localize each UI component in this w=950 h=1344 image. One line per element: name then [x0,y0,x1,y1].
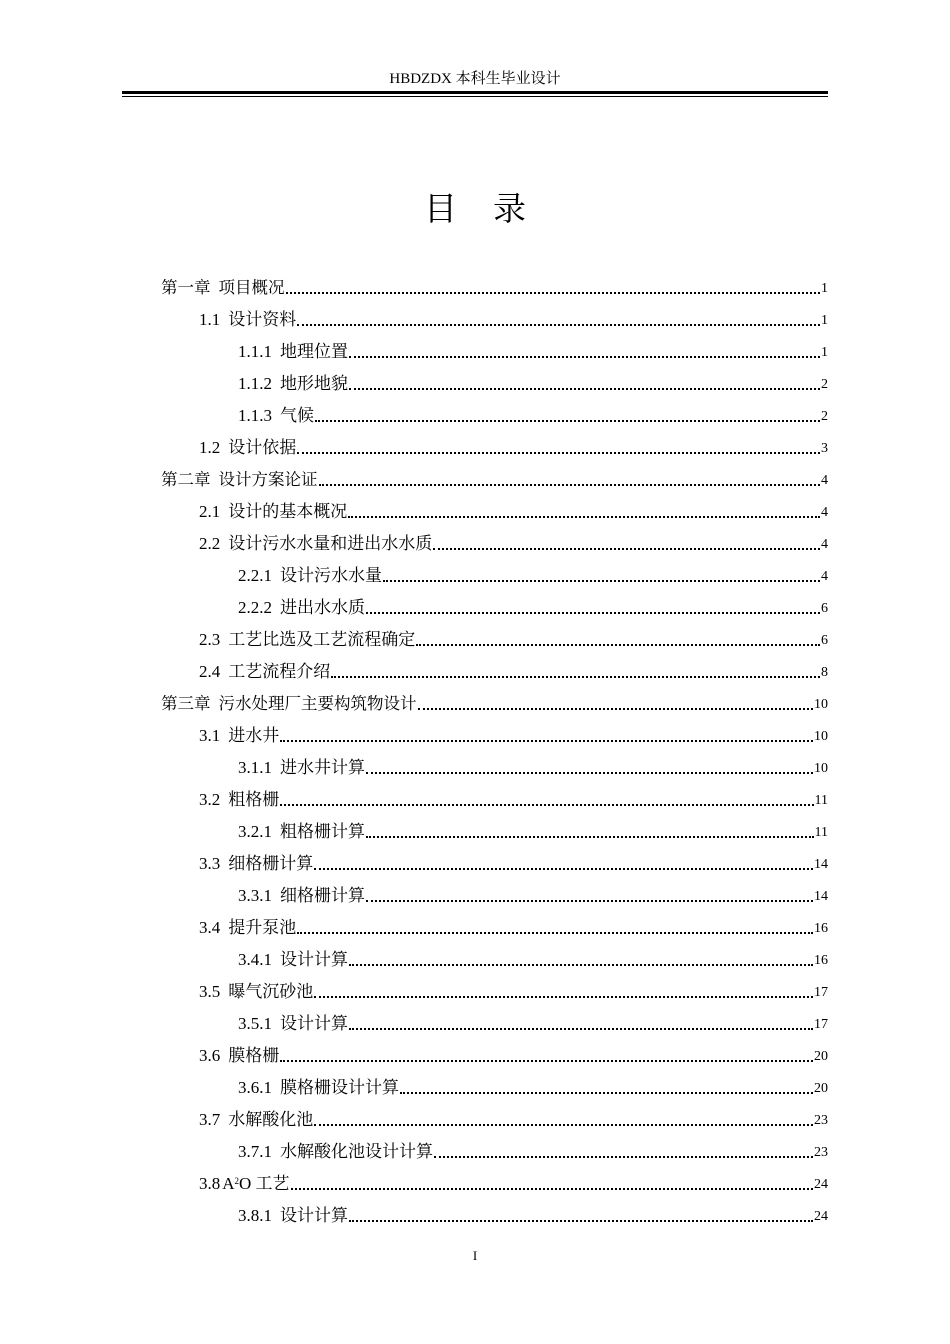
toc-entry-text: 细格栅计算 [280,886,365,905]
toc-entry-text: 设计计算 [280,950,348,969]
toc-entry-page: 4 [821,505,828,520]
toc-dot-leader [319,484,821,486]
table-of-contents [0,268,950,1228]
toc-entry-text: 水解酸化池设计计算 [280,1142,433,1161]
toc-entry[interactable] [0,332,950,364]
toc-entry-number: 2.4 [199,662,221,681]
toc-dot-leader [366,836,814,838]
toc-entry-superscript: 2 [234,1176,240,1186]
toc-entry-label [238,341,348,364]
toc-entry-number: 1.1.1 [238,342,272,361]
toc-entry-text: 设计计算 [280,1014,348,1033]
toc-entry-label [238,757,365,780]
toc-entry[interactable] [0,940,950,972]
toc-entry-text: 地理位置 [280,342,348,361]
toc-entry-label [199,1109,313,1132]
toc-entry[interactable] [0,1132,950,1164]
toc-entry-page: 4 [821,569,828,584]
toc-entry[interactable] [0,1036,950,1068]
toc-entry-text: 设计污水水量和进出水水质 [228,534,433,553]
toc-entry-label [199,661,330,684]
toc-entry-text: 提升泵池 [228,918,297,937]
toc-entry-text-part: O 工艺 [239,1174,290,1193]
toc-entry-page: 23 [814,1113,828,1128]
toc-entry-label [238,565,382,588]
toc-entry[interactable] [0,908,950,940]
toc-entry-page: 16 [814,921,828,936]
toc-dot-leader [416,644,820,646]
toc-entry-page: 20 [814,1081,828,1096]
toc-entry-label [199,725,279,748]
toc-dot-leader [433,548,820,550]
toc-entry-page: 10 [814,729,828,744]
toc-dot-leader [286,292,821,294]
toc-dot-leader [314,868,813,870]
toc-entry-page: 1 [821,313,828,328]
toc-dot-leader [297,932,813,934]
toc-entry-label [199,981,313,1004]
toc-entry-page: 1 [821,345,828,360]
toc-entry[interactable] [0,716,950,748]
toc-dot-leader [314,996,813,998]
toc-entry-label [199,853,313,876]
toc-entry-text: 设计计算 [280,1206,348,1225]
toc-entry-number: 2.2.2 [238,598,272,617]
toc-entry-text [222,1174,289,1193]
toc-entry-text: 气候 [280,406,314,425]
toc-entry-number: 第一章 [161,278,211,297]
toc-entry[interactable] [0,492,950,524]
toc-entry-number: 3.8.1 [238,1206,272,1225]
toc-dot-leader [349,964,813,966]
toc-dot-leader [280,740,813,742]
toc-entry-number: 3.1.1 [238,758,272,777]
toc-entry-text-part: A [222,1174,235,1193]
toc-entry-page: 1 [821,281,828,296]
toc-entry-text: 膜格栅设计计算 [280,1078,399,1097]
toc-entry[interactable] [0,780,950,812]
toc-entry-label [199,309,296,332]
toc-entry-number: 3.4.1 [238,950,272,969]
toc-entry-text: 工艺比选及工艺流程确定 [228,630,416,649]
header-rule-thin [122,96,828,97]
toc-entry-number: 1.1.3 [238,406,272,425]
toc-entry-page: 20 [814,1049,828,1064]
toc-entry-page: 24 [814,1177,828,1192]
toc-entry-number: 1.1 [199,310,221,329]
toc-entry-number: 3.7 [199,1110,221,1129]
toc-entry-number: 3.4 [199,918,221,937]
toc-entry-number: 3.5 [199,982,221,1001]
toc-entry-page: 4 [821,473,828,488]
toc-entry-label [199,1045,279,1068]
toc-entry-label [238,373,348,396]
page-number: I [472,1248,478,1263]
toc-entry-number: 3.2.1 [238,822,272,841]
toc-entry[interactable] [0,1004,950,1036]
toc-entry[interactable] [0,428,950,460]
toc-entry-number: 3.2 [199,790,221,809]
toc-entry[interactable] [0,524,950,556]
toc-entry-text: 进出水水质 [280,598,365,617]
toc-entry-label [199,629,415,652]
toc-entry-label [199,1173,290,1196]
toc-dot-leader [366,612,820,614]
toc-dot-leader [366,900,813,902]
toc-entry[interactable] [0,684,950,716]
page-header: HBDZDX 本科生毕业设计 [389,71,561,87]
toc-entry[interactable] [0,268,950,300]
toc-entry[interactable] [0,1164,950,1196]
toc-entry-text: 污水处理厂主要构筑物设计 [218,694,417,713]
toc-dot-leader [297,324,820,326]
toc-entry-number: 3.5.1 [238,1014,272,1033]
toc-entry-page: 4 [821,537,828,552]
toc-entry-label [199,501,347,524]
toc-entry[interactable] [0,588,950,620]
toc-entry-text: 项目概况 [218,278,285,297]
toc-dot-leader [400,1092,813,1094]
toc-title: 目录 [424,189,562,228]
toc-dot-leader [349,388,820,390]
toc-entry-text: 设计方案论证 [218,470,318,489]
toc-entry-text: 工艺流程介绍 [228,662,331,681]
toc-entry-page: 24 [814,1209,828,1224]
toc-dot-leader [418,708,814,710]
toc-entry-number: 1.1.2 [238,374,272,393]
toc-entry-page: 11 [814,825,828,840]
toc-entry[interactable] [0,1196,950,1228]
toc-dot-leader [349,1028,813,1030]
toc-entry-page: 23 [814,1145,828,1160]
toc-entry-page: 17 [814,1017,828,1032]
toc-entry[interactable] [0,300,950,332]
toc-entry-page: 10 [814,697,828,712]
toc-dot-leader [315,420,820,422]
toc-entry-text: 膜格栅 [228,1046,280,1065]
toc-entry-page: 2 [821,377,828,392]
toc-entry-number: 3.7.1 [238,1142,272,1161]
toc-entry-label [238,405,314,428]
toc-entry[interactable] [0,972,950,1004]
toc-entry-number: 3.3.1 [238,886,272,905]
toc-entry-number: 第二章 [161,470,211,489]
toc-entry[interactable] [0,556,950,588]
toc-entry-label [199,533,432,556]
toc-entry[interactable] [0,460,950,492]
toc-entry-number: 2.2.1 [238,566,272,585]
toc-entry-text: 进水井计算 [280,758,365,777]
toc-entry[interactable] [0,876,950,908]
toc-entry-label [238,1077,399,1100]
toc-entry-number: 3.6 [199,1046,221,1065]
toc-entry-page: 16 [814,953,828,968]
toc-entry-text: 粗格栅 [228,790,280,809]
toc-dot-leader [280,1060,813,1062]
toc-entry[interactable] [0,1068,950,1100]
toc-entry-number: 3.8 [199,1174,221,1193]
toc-entry-text: 地形地貌 [280,374,348,393]
toc-dot-leader [291,1188,813,1190]
toc-entry-page: 14 [814,889,828,904]
toc-entry-label [161,277,285,300]
toc-dot-leader [297,452,820,454]
toc-entry[interactable] [0,812,950,844]
toc-entry-text: 进水井 [228,726,280,745]
toc-entry-label [238,1013,348,1036]
toc-entry-number: 2.3 [199,630,221,649]
toc-dot-leader [314,1124,813,1126]
toc-entry-number: 3.1 [199,726,221,745]
toc-dot-leader [366,772,813,774]
toc-entry-number: 3.6.1 [238,1078,272,1097]
toc-entry[interactable] [0,748,950,780]
toc-entry-label [238,597,365,620]
header-rule-thick [122,91,828,94]
toc-entry-label [161,693,417,716]
toc-dot-leader [331,676,820,678]
toc-entry-text: 设计污水水量 [280,566,382,585]
toc-entry-page: 8 [821,665,828,680]
toc-dot-leader [280,804,813,806]
toc-entry-label [199,917,296,940]
toc-entry-label [238,1205,348,1228]
toc-entry-label [238,821,365,844]
toc-dot-leader [383,580,820,582]
toc-entry-text: 设计资料 [228,310,297,329]
toc-entry-text: 细格栅计算 [228,854,314,873]
toc-entry[interactable] [0,1100,950,1132]
toc-entry-text: 曝气沉砂池 [228,982,314,1001]
toc-entry-page: 14 [814,857,828,872]
toc-dot-leader [349,356,820,358]
toc-entry-number: 2.2 [199,534,221,553]
toc-entry-page: 6 [821,601,828,616]
toc-entry[interactable] [0,364,950,396]
toc-entry-label [199,789,279,812]
toc-entry[interactable] [0,844,950,876]
toc-entry-label [238,949,348,972]
toc-entry[interactable] [0,652,950,684]
toc-entry-text: 设计的基本概况 [228,502,348,521]
toc-entry-page: 6 [821,633,828,648]
toc-entry-number: 1.2 [199,438,221,457]
toc-entry-number: 2.1 [199,502,221,521]
toc-dot-leader [434,1156,813,1158]
toc-entry-text: 粗格栅计算 [280,822,365,841]
toc-dot-leader [349,1220,813,1222]
toc-entry[interactable] [0,620,950,652]
toc-entry-number: 第三章 [161,694,211,713]
toc-entry-page: 10 [814,761,828,776]
toc-entry-page: 11 [814,793,828,808]
toc-entry-label [238,885,365,908]
toc-entry-page: 17 [814,985,828,1000]
toc-entry-page: 2 [821,409,828,424]
toc-dot-leader [348,516,820,518]
toc-entry-label [238,1141,433,1164]
toc-entry-label [199,437,296,460]
toc-entry-text: 设计依据 [228,438,297,457]
toc-entry[interactable] [0,396,950,428]
toc-entry-text: 水解酸化池 [228,1110,314,1129]
toc-entry-page: 3 [821,441,828,456]
toc-entry-label [161,469,318,492]
toc-entry-number: 3.3 [199,854,221,873]
